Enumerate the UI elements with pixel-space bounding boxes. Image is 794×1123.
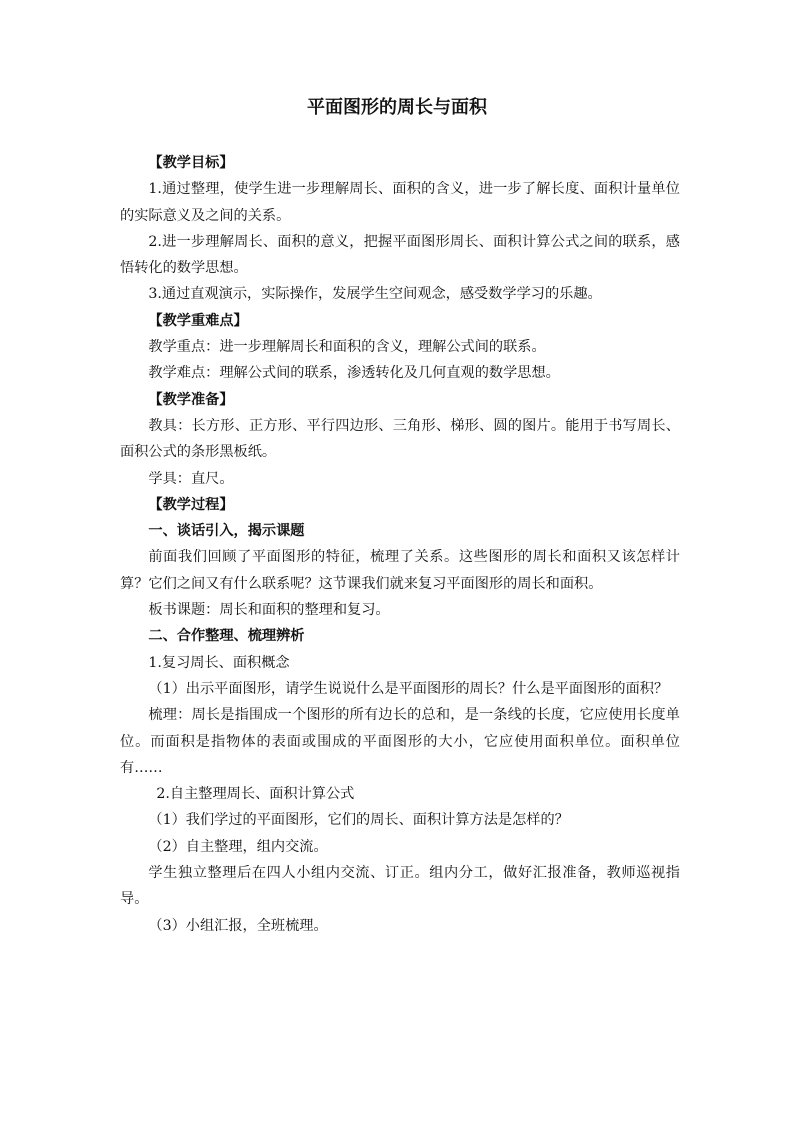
- paragraph-difficult-point: 教学难点：理解公式间的联系，渗透转化及几何直观的数学思想。: [148, 365, 560, 382]
- paragraph-summary: 梳理：周长是指围成一个图形的所有边长的总和，是一条线的长度，它应使用长度单位。而面积是指物体的表面或围成的平面图形的大小，它应使用面积单位。面积单位有……: [120, 707, 680, 776]
- paragraph-introduction: 前面我们回顾了平面图形的特征，梳理了关系。这些图形的周长和面积又该怎样计算？它们之间又有什么联系呢？这节课我们就来复习平面图形的周长和面积。: [120, 549, 680, 592]
- section-heading-key-points: 【教学重难点】: [148, 312, 248, 329]
- paragraph-question-1: （1）出示平面图形，请学生说说什么是平面图形的周长？什么是平面图形的面积？: [148, 680, 669, 697]
- paragraph-formulas: 2.自主整理周长、面积计算公式: [156, 786, 355, 803]
- section-heading-objectives: 【教学目标】: [148, 155, 234, 171]
- paragraph-objective-3: 3.通过直观演示，实际操作，发展学生空间观念，感受数学学习的乐趣。: [148, 286, 602, 303]
- document-body: [120, 150, 680, 939]
- paragraph-board-title: 板书课题：周长和面积的整理和复习。: [148, 602, 390, 619]
- paragraph-objective-1: 1.通过整理，使学生进一步理解周长、面积的含义，进一步了解长度、面积计量单位的实际意义及之间的关系。: [120, 181, 680, 224]
- paragraph-question-2: （1）我们学过的平面图形，它们的周长、面积计算方法是怎样的？: [148, 812, 569, 829]
- paragraph-student-aids: 学具：直尺。: [148, 470, 234, 487]
- section-heading-process: 【教学过程】: [148, 496, 234, 513]
- subheading-cooperation: 二、合作整理、梳理辨析: [148, 628, 305, 645]
- subheading-introduction: 一、谈话引入，揭示课题: [148, 523, 305, 540]
- document-title: 平面图形的周长与面积: [307, 97, 487, 118]
- paragraph-objective-2: 2.进一步理解周长、面积的意义，把握平面图形周长、面积计算公式之间的联系，感悟转化的数学思想。: [120, 233, 680, 277]
- paragraph-review-concepts: 1.复习周长、面积概念: [148, 654, 290, 671]
- paragraph-group-exchange: 学生独立整理后在四人小组内交流、订正。组内分工，做好汇报准备，教师巡视指导。: [120, 865, 680, 908]
- paragraph-teaching-aids: 教具：长方形、正方形、平行四边形、三角形、梯形、圆的图片。能用于书写周长、面积公式的条形黑板纸。: [120, 417, 680, 461]
- paragraph-group-report: （3）小组汇报，全班梳理。: [148, 917, 328, 934]
- paragraph-key-point: 教学重点：进一步理解周长和面积的含义，理解公式间的联系。: [148, 339, 546, 356]
- section-heading-preparation: 【教学准备】: [148, 391, 234, 408]
- paragraph-self-organize: （2）自主整理，组内交流。: [148, 838, 328, 855]
